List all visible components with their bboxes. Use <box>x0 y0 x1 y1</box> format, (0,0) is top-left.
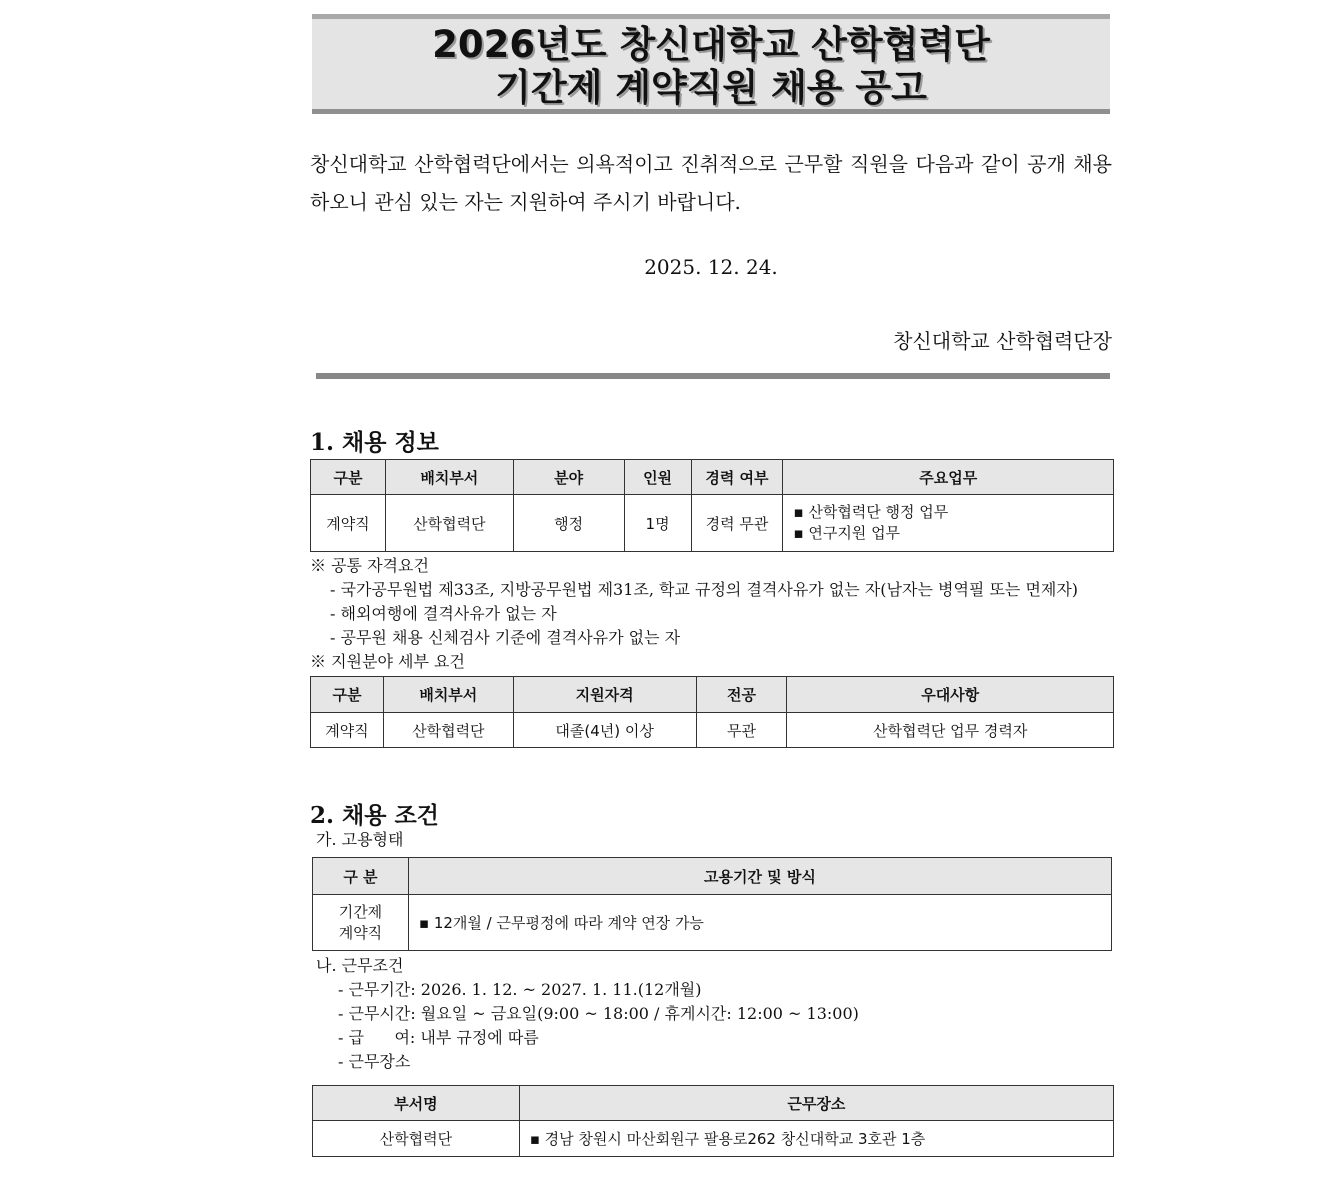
cell-duties <box>783 495 1114 552</box>
recruit-info-table <box>310 459 1114 552</box>
employment-type-cell <box>313 895 409 951</box>
condition-item: - 근무시간: 월요일 ~ 금요일(9:00 ~ 18:00 / 휴게시간: 12:00 ~ 13:00) <box>338 1004 859 1023</box>
work-conditions <box>316 954 859 1074</box>
requirement-item: - 공무원 채용 신체검사 기준에 결격사유가 없는 자 <box>330 628 681 647</box>
duty-item: ▪ 산학협력단 행정 업무 <box>793 503 949 521</box>
header-cell: 우대사항 <box>787 677 1114 713</box>
table-header-row <box>313 1086 1114 1121</box>
table-cell: 무관 <box>696 713 787 748</box>
common-requirements-title: ※ 공통 자격요건 <box>310 556 429 575</box>
title-banner <box>312 14 1110 114</box>
header-cell: 배치부서 <box>383 677 513 713</box>
header-cell: 경력 여부 <box>691 460 783 495</box>
table-cell: 계약직 <box>311 713 384 748</box>
header-cell: 구분 <box>311 460 386 495</box>
header-cell: 근무장소 <box>519 1086 1113 1121</box>
condition-item: - 근무장소 <box>338 1052 411 1071</box>
employment-table <box>312 857 1112 951</box>
header-cell: 전공 <box>696 677 787 713</box>
table-header-row <box>311 677 1114 713</box>
table-cell: 산학협력단 <box>383 713 513 748</box>
header-cell: 분야 <box>513 460 624 495</box>
employment-type-line: 계약직 <box>338 923 383 942</box>
table-cell: 대졸(4년) 이상 <box>513 713 696 748</box>
subsection-employment-title: 가. 고용형태 <box>316 830 404 849</box>
header-cell: 구 분 <box>313 858 409 895</box>
detail-requirements-table <box>310 676 1114 748</box>
signer: 창신대학교 산학협력단장 <box>893 329 1112 353</box>
duty-item: ▪ 연구지원 업무 <box>793 524 901 542</box>
detail-requirements-title: ※ 지원분야 세부 요건 <box>310 652 465 671</box>
section2-title: 2. 채용 조건 <box>310 802 439 829</box>
employment-method-cell: ▪ 12개월 / 근무평정에 따라 계약 연장 가능 <box>408 895 1111 951</box>
cell-dept: 산학협력단 <box>385 495 513 552</box>
header-cell: 배치부서 <box>385 460 513 495</box>
table-cell: 산학협력단 업무 경력자 <box>787 713 1114 748</box>
cell-count: 1명 <box>624 495 691 552</box>
table-row <box>313 895 1112 951</box>
header-cell: 주요업무 <box>783 460 1114 495</box>
condition-item: - 급 여: 내부 규정에 따름 <box>338 1028 539 1047</box>
table-header-row <box>311 460 1114 495</box>
header-cell: 지원자격 <box>513 677 696 713</box>
header-cell: 부서명 <box>313 1086 520 1121</box>
table-row <box>311 713 1114 748</box>
location-dept-cell: 산학협력단 <box>313 1121 520 1157</box>
condition-item: - 근무기간: 2026. 1. 12. ~ 2027. 1. 11.(12개월) <box>338 980 702 999</box>
header-cell: 고용기간 및 방식 <box>408 858 1111 895</box>
location-place-cell: ▪ 경남 창원시 마산회원구 팔용로262 창신대학교 3호관 1층 <box>519 1121 1113 1157</box>
cell-experience: 경력 무관 <box>691 495 783 552</box>
header-cell: 구분 <box>311 677 384 713</box>
announcement-date: 2025. 12. 24. <box>644 255 778 279</box>
cell-type: 계약직 <box>311 495 386 552</box>
employment-type-line: 기간제 <box>338 902 383 921</box>
title-line-1: 2026년도 창신대학교 산학협력단 <box>432 23 990 66</box>
header-cell: 인원 <box>624 460 691 495</box>
table-header-row <box>313 858 1112 895</box>
title-line-2: 기간제 계약직원 채용 공고 <box>495 66 927 109</box>
cell-field: 행정 <box>513 495 624 552</box>
requirement-item: - 해외여행에 결격사유가 없는 자 <box>330 604 557 623</box>
divider <box>316 373 1110 379</box>
requirement-item: - 국가공무원법 제33조, 지방공무원법 제31조, 학교 규정의 결격사유가 없는 자(남자는 병역필 또는 면제자) <box>330 580 1079 599</box>
location-table <box>312 1085 1114 1157</box>
table-row <box>313 1121 1114 1157</box>
intro-paragraph: 창신대학교 산학협력단에서는 의욕적이고 진취적으로 근무할 직원을 다음과 같이 공개 채용하오니 관심 있는 자는 지원하여 주시기 바랍니다. <box>310 152 1112 214</box>
table-row <box>311 495 1114 552</box>
work-conditions-title: 나. 근무조건 <box>316 956 404 975</box>
section1-title: 1. 채용 정보 <box>310 429 439 456</box>
common-requirements <box>310 554 1078 674</box>
